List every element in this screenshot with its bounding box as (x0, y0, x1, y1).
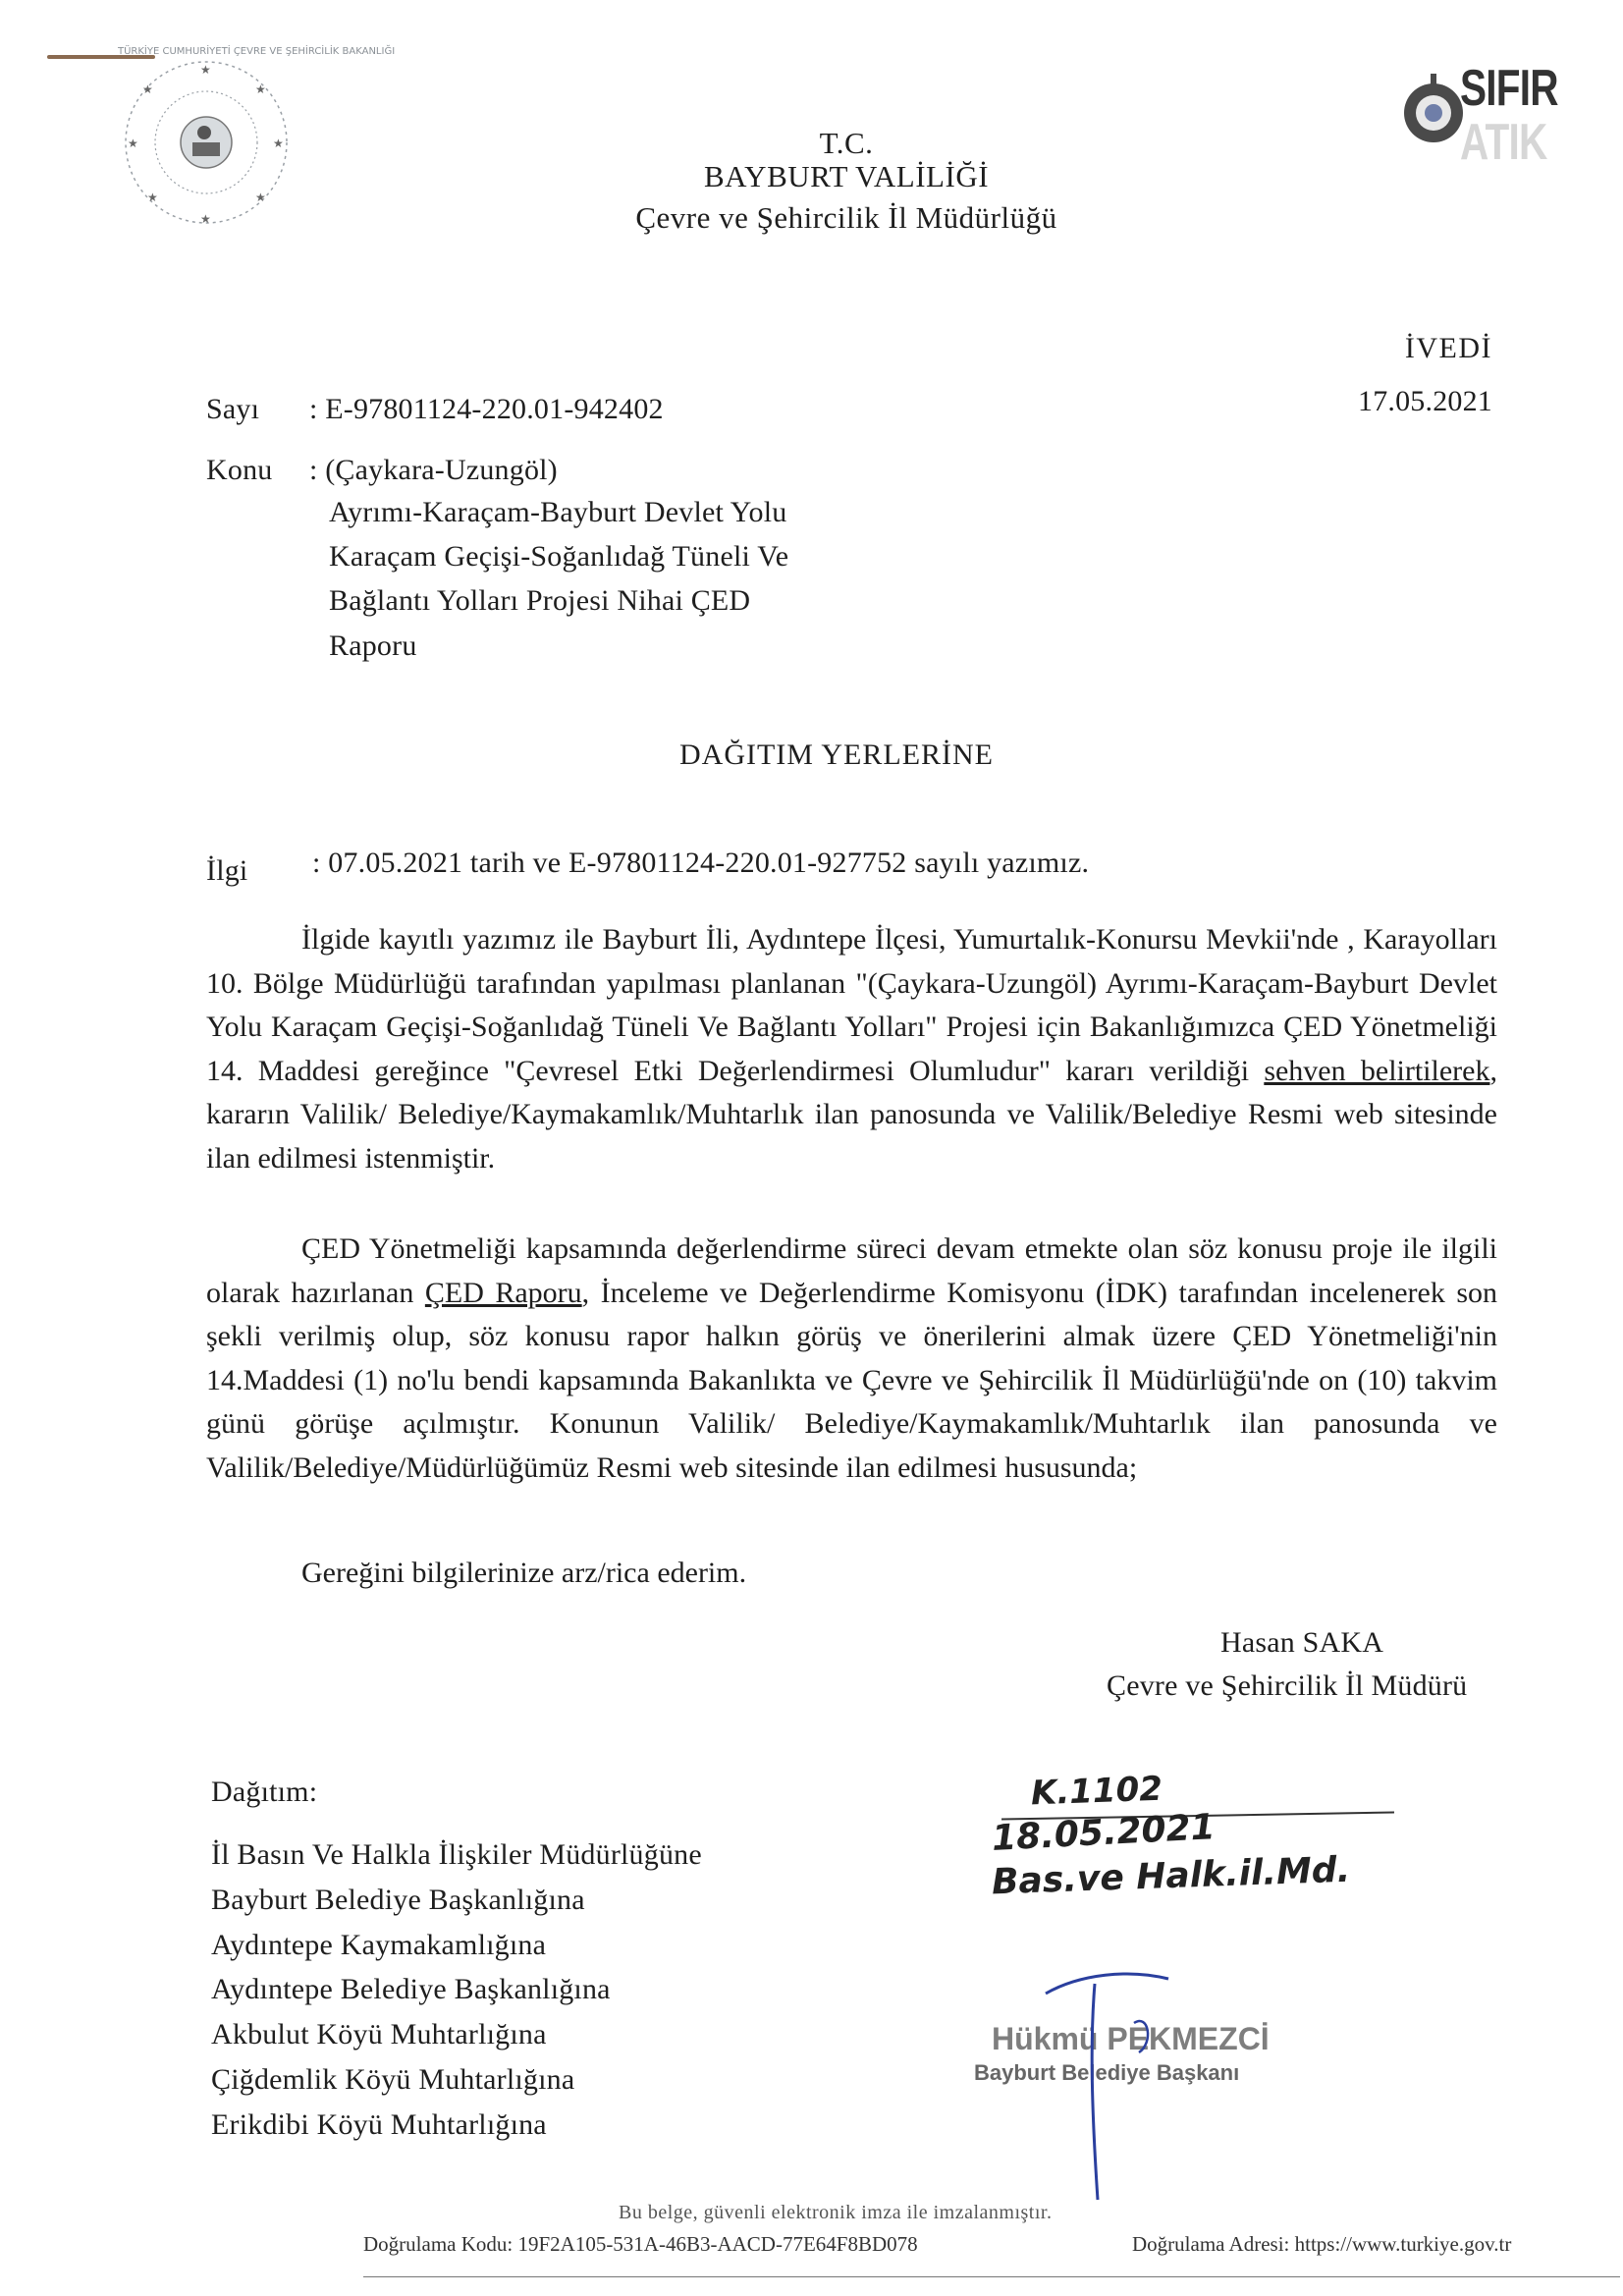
distribution-item: Aydıntepe Belediye Başkanlığına (211, 1973, 611, 2005)
konu-label: Konu (206, 454, 273, 486)
body-paragraph-3: Gereğini bilgilerinize arz/rica ederim. (301, 1557, 747, 1589)
p2-text-start: ÇED Yönetmeliği kapsamında değerlendirme süreci devam etmekte olan söz konusu proje ile ilgili olarak hazırlanan (206, 1232, 1497, 1309)
recipient-title: DAĞITIM YERLERİNE (679, 738, 995, 771)
handwritten-line-2: 18.05.2021 (991, 1807, 1217, 1859)
header-directorate: Çevre ve Şehircilik İl Müdürlüğü (635, 200, 1057, 235)
svg-text:★: ★ (255, 191, 266, 204)
p1-underlined: sehven belirtilerek (1264, 1054, 1490, 1087)
footer-verification-address: Doğrulama Adresi: https://www.turkiye.gov.tr (1132, 2232, 1512, 2256)
header-governorship: BAYBURT VALİLİĞİ (703, 159, 990, 193)
konu-line: Bağlantı Yolları Projesi Nihai ÇED (329, 584, 751, 617)
svg-text:★: ★ (200, 212, 211, 226)
footer-notice: Bu belge, güvenli elektronik imza ile imzalanmıştır. (619, 2202, 1053, 2223)
seal-text: TÜRKİYE CUMHURİYETİ ÇEVRE VE ŞEHİRCİLİK BAKANLIĞI (118, 46, 396, 57)
ilgi-value: : 07.05.2021 tarih ve E-97801124-220.01-927752 sayılı yazımız. (312, 847, 1090, 879)
p1-text-end: , kararın Valilik/ Belediye/Kaymakamlık/Muhtarlık ilan panosunda ve Valilik/Belediye Resmi web sitesinde ilan edilmesi istenmiştir. (206, 1054, 1497, 1175)
ministry-seal (118, 46, 396, 231)
header-tc: T.C. (819, 126, 874, 160)
stamp-name: Hükmü PEKMEZCİ (992, 2021, 1270, 2056)
svg-text:★: ★ (200, 63, 211, 77)
distribution-item: Aydıntepe Kaymakamlığına (211, 1929, 547, 1961)
svg-text:★: ★ (255, 82, 266, 96)
konu-line: Raporu (329, 629, 417, 662)
body-paragraph-2 (206, 1228, 1497, 1490)
konu-line: Ayrımı-Karaçam-Bayburt Devlet Yolu (329, 496, 787, 528)
svg-text:★: ★ (147, 191, 158, 204)
signatory-title: Çevre ve Şehircilik İl Müdürü (1107, 1669, 1468, 1702)
distribution-label: Dağıtım: (211, 1776, 318, 1808)
body-paragraph-1 (206, 918, 1497, 1180)
handwritten-note (972, 1758, 1404, 1903)
ilgi-label: İlgi (206, 854, 248, 887)
document-date: 17.05.2021 (1358, 385, 1492, 417)
konu-line: : (Çaykara-Uzungöl) (309, 454, 558, 486)
konu-line: Karaçam Geçişi-Soğanlıdağ Tüneli Ve (329, 540, 789, 573)
distribution-item: Erikdibi Köyü Muhtarlığına (211, 2108, 547, 2141)
svg-text:★: ★ (273, 137, 284, 150)
stamp-title: Bayburt Belediye Başkanı (974, 2060, 1240, 2085)
signatory-name: Hasan SAKA (1220, 1626, 1384, 1659)
seal-icon (118, 46, 396, 231)
logo-top-text: SIFIR (1460, 60, 1558, 117)
distribution-item: İl Basın Ve Halkla İlişkiler Müdürlüğüne (211, 1838, 702, 1871)
handwritten-line-1: K.1102 (1030, 1769, 1163, 1814)
svg-text:★: ★ (142, 82, 153, 96)
distribution-item: Bayburt Belediye Başkanlığına (211, 1884, 585, 1916)
p2-text-end: , İnceleme ve Değerlendirme Komisyonu (İDK) tarafından incelenerek son şekli verilmiş olup, söz konusu rapor halkın görüş ve önerilerini almak üzere ÇED Yönetmeliği'nin 14.Maddesi (1) no'lu bendi kapsamında Bakanlıkta ve Çevre ve Şehircilik İl Müdürlüğü'nde on (10) takvim günü görüşe açılmıştır. Konunun Valilik/ Belediye/Kaymakamlık/Muhtarlık ilan panosunda ve Valilik/Belediye/Müdürlüğümüz Resmi web sitesinde ilan edilmesi hususunda; (206, 1276, 1498, 1484)
p1-text-start: İlgide kayıtlı yazımız ile Bayburt İli, Aydıntepe İlçesi, Yumurtalık-Konursu Mevkii'nde , Karayolları 10. Bölge Müdürlüğü tarafından yapılması planlanan "(Çaykara-Uzungöl) Ayrımı-Karaçam-Bayburt Devlet Yolu Karaçam Geçişi-Soğanlıdağ Tüneli Ve Bağlantı Yolları" Projesi için Bakanlığımızca ÇED Yönetmeliği 14. Maddesi gereğince "Çevresel Etki Değerlendirmesi Olumludur" kararı verildiği (206, 923, 1497, 1087)
distribution-item: Çiğdemlik Köyü Muhtarlığına (211, 2063, 575, 2096)
handwritten-line-3: Bas.ve Halk.il.Md. (991, 1849, 1351, 1903)
distribution-item: Akbulut Köyü Muhtarlığına (211, 2018, 547, 2050)
footer-rule (363, 2276, 1620, 2277)
urgency-label: İVEDİ (1404, 332, 1492, 364)
p2-underlined: ÇED Raporu (424, 1276, 582, 1309)
sifir-atik-logo (1399, 49, 1586, 177)
logo-bottom-text: ATIK (1460, 114, 1547, 171)
footer-verification-code: Doğrulama Kodu: 19F2A105-531A-46B3-AACD-77E64F8BD078 (363, 2232, 918, 2256)
svg-text:★: ★ (128, 137, 138, 150)
sayi-label: Sayı (206, 393, 260, 425)
sayi-value: : E-97801124-220.01-942402 (309, 393, 664, 425)
zero-waste-flower-icon (1399, 69, 1468, 157)
blue-signature-icon (1041, 1954, 1178, 2210)
